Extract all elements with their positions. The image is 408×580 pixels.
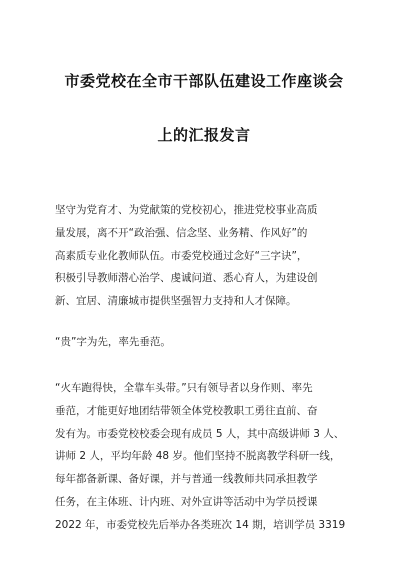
paragraph-line: 垂范，才能更好地团结带领全体党校教职工勇往直前、奋 — [55, 404, 318, 417]
document-title-line-1: 市委党校在全市干部队伍建设工作座谈会 — [64, 72, 344, 90]
paragraph-line: 高素质专业化教师队伍。市委党校通过念好“三字诀”， — [55, 249, 308, 262]
paragraph-line: 积极引导教师潜心治学、虔诚问道、悉心育人，为建设创 — [55, 272, 318, 285]
paragraph-line: 量发展，离不开“政治强、信念坚、业务精、作风好”的 — [55, 226, 308, 239]
document-title-line-2: 上的汇报发言 — [157, 126, 251, 144]
paragraph-line: 每年都备新课、备好课，并与普通一线教师共同承担教学 — [55, 473, 318, 486]
paragraph-line: 发有为。市委党校校委会现有成员 5 人，其中高级讲师 3 人、 — [55, 427, 345, 440]
paragraph-line: 坚守为党育才、为党献策的党校初心，推进党校事业高质 — [55, 204, 318, 216]
paragraph-intro — [55, 199, 360, 313]
paragraph-heading — [55, 331, 360, 354]
paragraph-line: 任务，在主体班、计内班、对外宣讲等活动中为学员授课 — [55, 495, 318, 508]
paragraph-line: “火车跑得快，全靠车头带。”只有领导者以身作则、率先 — [55, 382, 313, 394]
paragraph-line: 新、宜居、清廉城市提供坚强智力支持和人才保障。 — [55, 295, 297, 308]
section-heading-line: “贵”字为先，率先垂范。 — [55, 336, 171, 348]
paragraph-line: 2022 年，市委党校先后举办各类班次 14 期，培训学员 3319 — [55, 518, 346, 531]
paragraph-body — [55, 377, 360, 537]
paragraph-line: 讲师 2 人，平均年龄 48 岁。他们坚持不脱离教学科研一线， — [55, 450, 341, 463]
